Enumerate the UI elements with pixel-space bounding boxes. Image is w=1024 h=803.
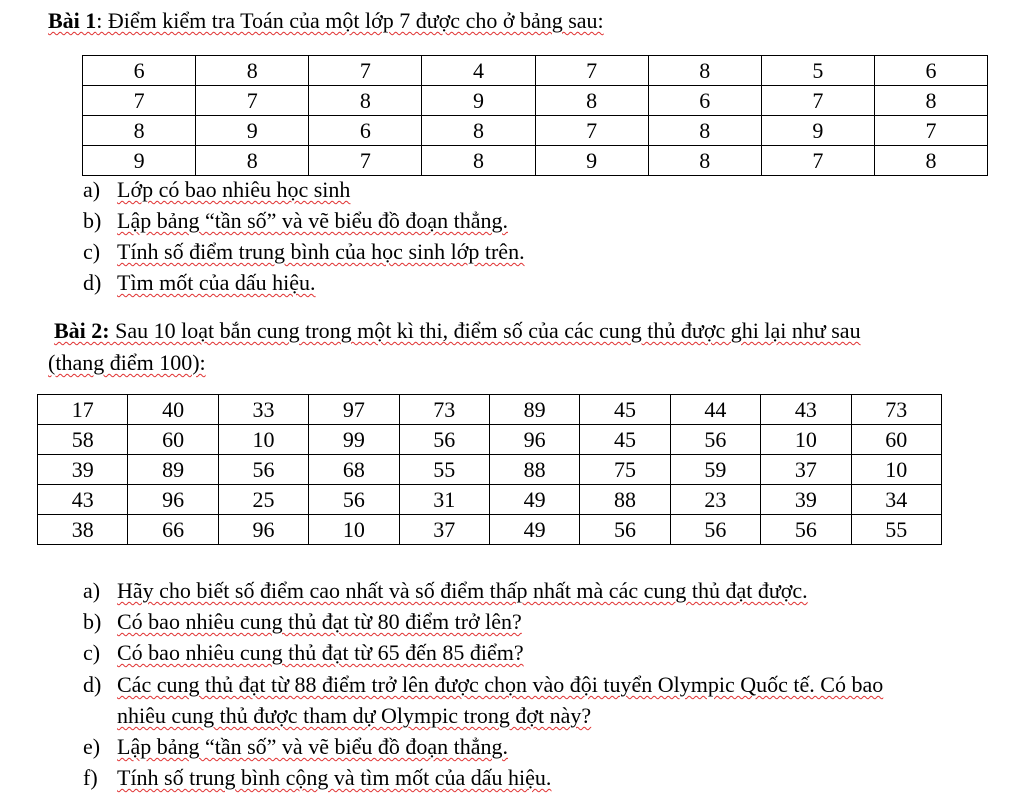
table-cell: 4 [422, 56, 535, 86]
table-cell: 75 [580, 455, 670, 485]
table-cell: 10 [309, 515, 399, 545]
table-cell: 8 [196, 146, 309, 176]
ex2-question-d-continuation [117, 703, 591, 729]
ex1-score-table [82, 55, 988, 176]
table-cell: 31 [399, 485, 489, 515]
ex2-question-a [83, 578, 808, 604]
table-cell: 8 [874, 86, 987, 116]
table-row [38, 485, 942, 515]
question-text: Tính số điểm trung bình của học sinh lớp trên. [117, 239, 525, 264]
table-cell: 96 [489, 425, 579, 455]
table-cell: 5 [761, 56, 874, 86]
table-cell: 7 [196, 86, 309, 116]
table-cell: 68 [309, 455, 399, 485]
table-cell: 8 [535, 86, 648, 116]
table-cell: 8 [422, 116, 535, 146]
table-cell: 43 [38, 485, 128, 515]
table-cell: 17 [38, 395, 128, 425]
question-text: nhiêu cung thủ được tham dự Olympic trong đợt này? [117, 703, 592, 728]
table-cell: 9 [83, 146, 196, 176]
table-cell: 56 [670, 515, 760, 545]
table-cell: 7 [761, 146, 874, 176]
table-cell: 6 [309, 116, 422, 146]
table-cell: 55 [399, 455, 489, 485]
table-row [83, 56, 988, 86]
table-cell: 88 [580, 485, 670, 515]
table-cell: 73 [851, 395, 941, 425]
table-cell: 6 [648, 86, 761, 116]
ex1-question-c [83, 239, 525, 265]
table-cell: 43 [761, 395, 851, 425]
table-cell: 40 [128, 395, 218, 425]
table-cell: 37 [399, 515, 489, 545]
table-cell: 39 [761, 485, 851, 515]
table-cell: 39 [38, 455, 128, 485]
table-cell: 99 [309, 425, 399, 455]
table-cell: 6 [83, 56, 196, 86]
ex2-title [54, 318, 861, 344]
table-cell: 97 [309, 395, 399, 425]
question-text: Các cung thủ đạt từ 88 điểm trở lên được chọn vào đội tuyển Olympic Quốc tế. Có bao [117, 672, 884, 697]
table-cell: 34 [851, 485, 941, 515]
ex2-score-table [37, 394, 942, 545]
table-row [38, 455, 942, 485]
table-cell: 88 [489, 455, 579, 485]
table-row [83, 116, 988, 146]
table-row [83, 86, 988, 116]
question-text: Lập bảng “tần số” và vẽ biểu đồ đoạn thẳng. [117, 208, 508, 233]
question-text: Lớp có bao nhiêu học sinh [117, 177, 351, 202]
table-cell: 45 [580, 395, 670, 425]
table-cell: 89 [128, 455, 218, 485]
table-cell: 10 [851, 455, 941, 485]
table-cell: 9 [196, 116, 309, 146]
table-cell: 73 [399, 395, 489, 425]
question-label: c) [83, 239, 101, 264]
table-cell: 56 [399, 425, 489, 455]
question-label: a) [83, 177, 101, 202]
table-cell: 7 [309, 56, 422, 86]
table-cell: 7 [535, 116, 648, 146]
table-cell: 56 [309, 485, 399, 515]
table-cell: 7 [83, 86, 196, 116]
table-cell: 59 [670, 455, 760, 485]
question-label: c) [83, 640, 101, 665]
table-cell: 23 [670, 485, 760, 515]
ex2-title-text: Sau 10 loạt bắn cung trong một kì thi, điểm số của các cung thủ được ghi lại như sau [109, 318, 861, 343]
table-cell: 55 [851, 515, 941, 545]
ex1-title-bold: Bài 1 [48, 8, 97, 33]
ex2-title-bold: Bài 2: [54, 318, 110, 343]
table-row [38, 425, 942, 455]
table-cell: 33 [218, 395, 308, 425]
ex2-question-e [83, 734, 508, 760]
table-cell: 89 [489, 395, 579, 425]
ex2-question-d [83, 672, 883, 698]
question-label: d) [83, 270, 102, 295]
question-label: e) [83, 734, 101, 759]
table-cell: 38 [38, 515, 128, 545]
table-cell: 60 [851, 425, 941, 455]
table-cell: 9 [422, 86, 535, 116]
table-cell: 8 [648, 116, 761, 146]
table-cell: 60 [128, 425, 218, 455]
ex1-question-d [83, 270, 316, 296]
table-cell: 7 [761, 86, 874, 116]
table-cell: 8 [309, 86, 422, 116]
table-cell: 8 [874, 146, 987, 176]
table-cell: 7 [874, 116, 987, 146]
table-cell: 8 [83, 116, 196, 146]
table-cell: 56 [670, 425, 760, 455]
table-cell: 8 [422, 146, 535, 176]
table-cell: 8 [648, 146, 761, 176]
table-row [38, 515, 942, 545]
table-cell: 56 [218, 455, 308, 485]
table-cell: 7 [309, 146, 422, 176]
table-cell: 96 [218, 515, 308, 545]
table-cell: 49 [489, 485, 579, 515]
question-text: Có bao nhiêu cung thủ đạt từ 65 đến 85 điểm? [117, 640, 524, 665]
table-cell: 58 [38, 425, 128, 455]
table-cell: 45 [580, 425, 670, 455]
ex2-title-text-line2: (thang điểm 100): [48, 350, 206, 375]
ex2-question-f [83, 765, 551, 791]
table-row [38, 395, 942, 425]
table-cell: 49 [489, 515, 579, 545]
ex1-question-a [83, 177, 350, 203]
table-cell: 7 [535, 56, 648, 86]
question-text: Lập bảng “tần số” và vẽ biểu đồ đoạn thẳng. [117, 734, 508, 759]
ex1-title-text: : Điểm kiểm tra Toán của một lớp 7 được cho ở bảng sau: [96, 8, 604, 33]
table-cell: 9 [761, 116, 874, 146]
ex2-question-c [83, 640, 524, 666]
table-cell: 8 [196, 56, 309, 86]
table-cell: 25 [218, 485, 308, 515]
table-cell: 56 [761, 515, 851, 545]
ex1-title [48, 8, 604, 34]
question-text: Tìm mốt của dấu hiệu. [117, 270, 316, 295]
ex1-question-b [83, 208, 508, 234]
table-cell: 6 [874, 56, 987, 86]
question-label: b) [83, 208, 102, 233]
table-cell: 96 [128, 485, 218, 515]
table-cell: 56 [580, 515, 670, 545]
table-cell: 8 [648, 56, 761, 86]
table-cell: 10 [218, 425, 308, 455]
question-label: f) [83, 765, 98, 790]
ex2-title-line2 [48, 350, 206, 376]
question-label: a) [83, 578, 101, 603]
table-cell: 10 [761, 425, 851, 455]
question-label: b) [83, 609, 102, 634]
question-text: Có bao nhiêu cung thủ đạt từ 80 điểm trở lên? [117, 609, 522, 634]
table-row [83, 146, 988, 176]
table-cell: 44 [670, 395, 760, 425]
table-cell: 9 [535, 146, 648, 176]
question-text: Hãy cho biết số điểm cao nhất và số điểm thấp nhất mà các cung thủ đạt được. [117, 578, 808, 603]
question-label: d) [83, 672, 102, 697]
table-cell: 66 [128, 515, 218, 545]
question-text: Tính số trung bình cộng và tìm mốt của dấu hiệu. [117, 765, 552, 790]
ex2-question-b [83, 609, 522, 635]
table-cell: 37 [761, 455, 851, 485]
